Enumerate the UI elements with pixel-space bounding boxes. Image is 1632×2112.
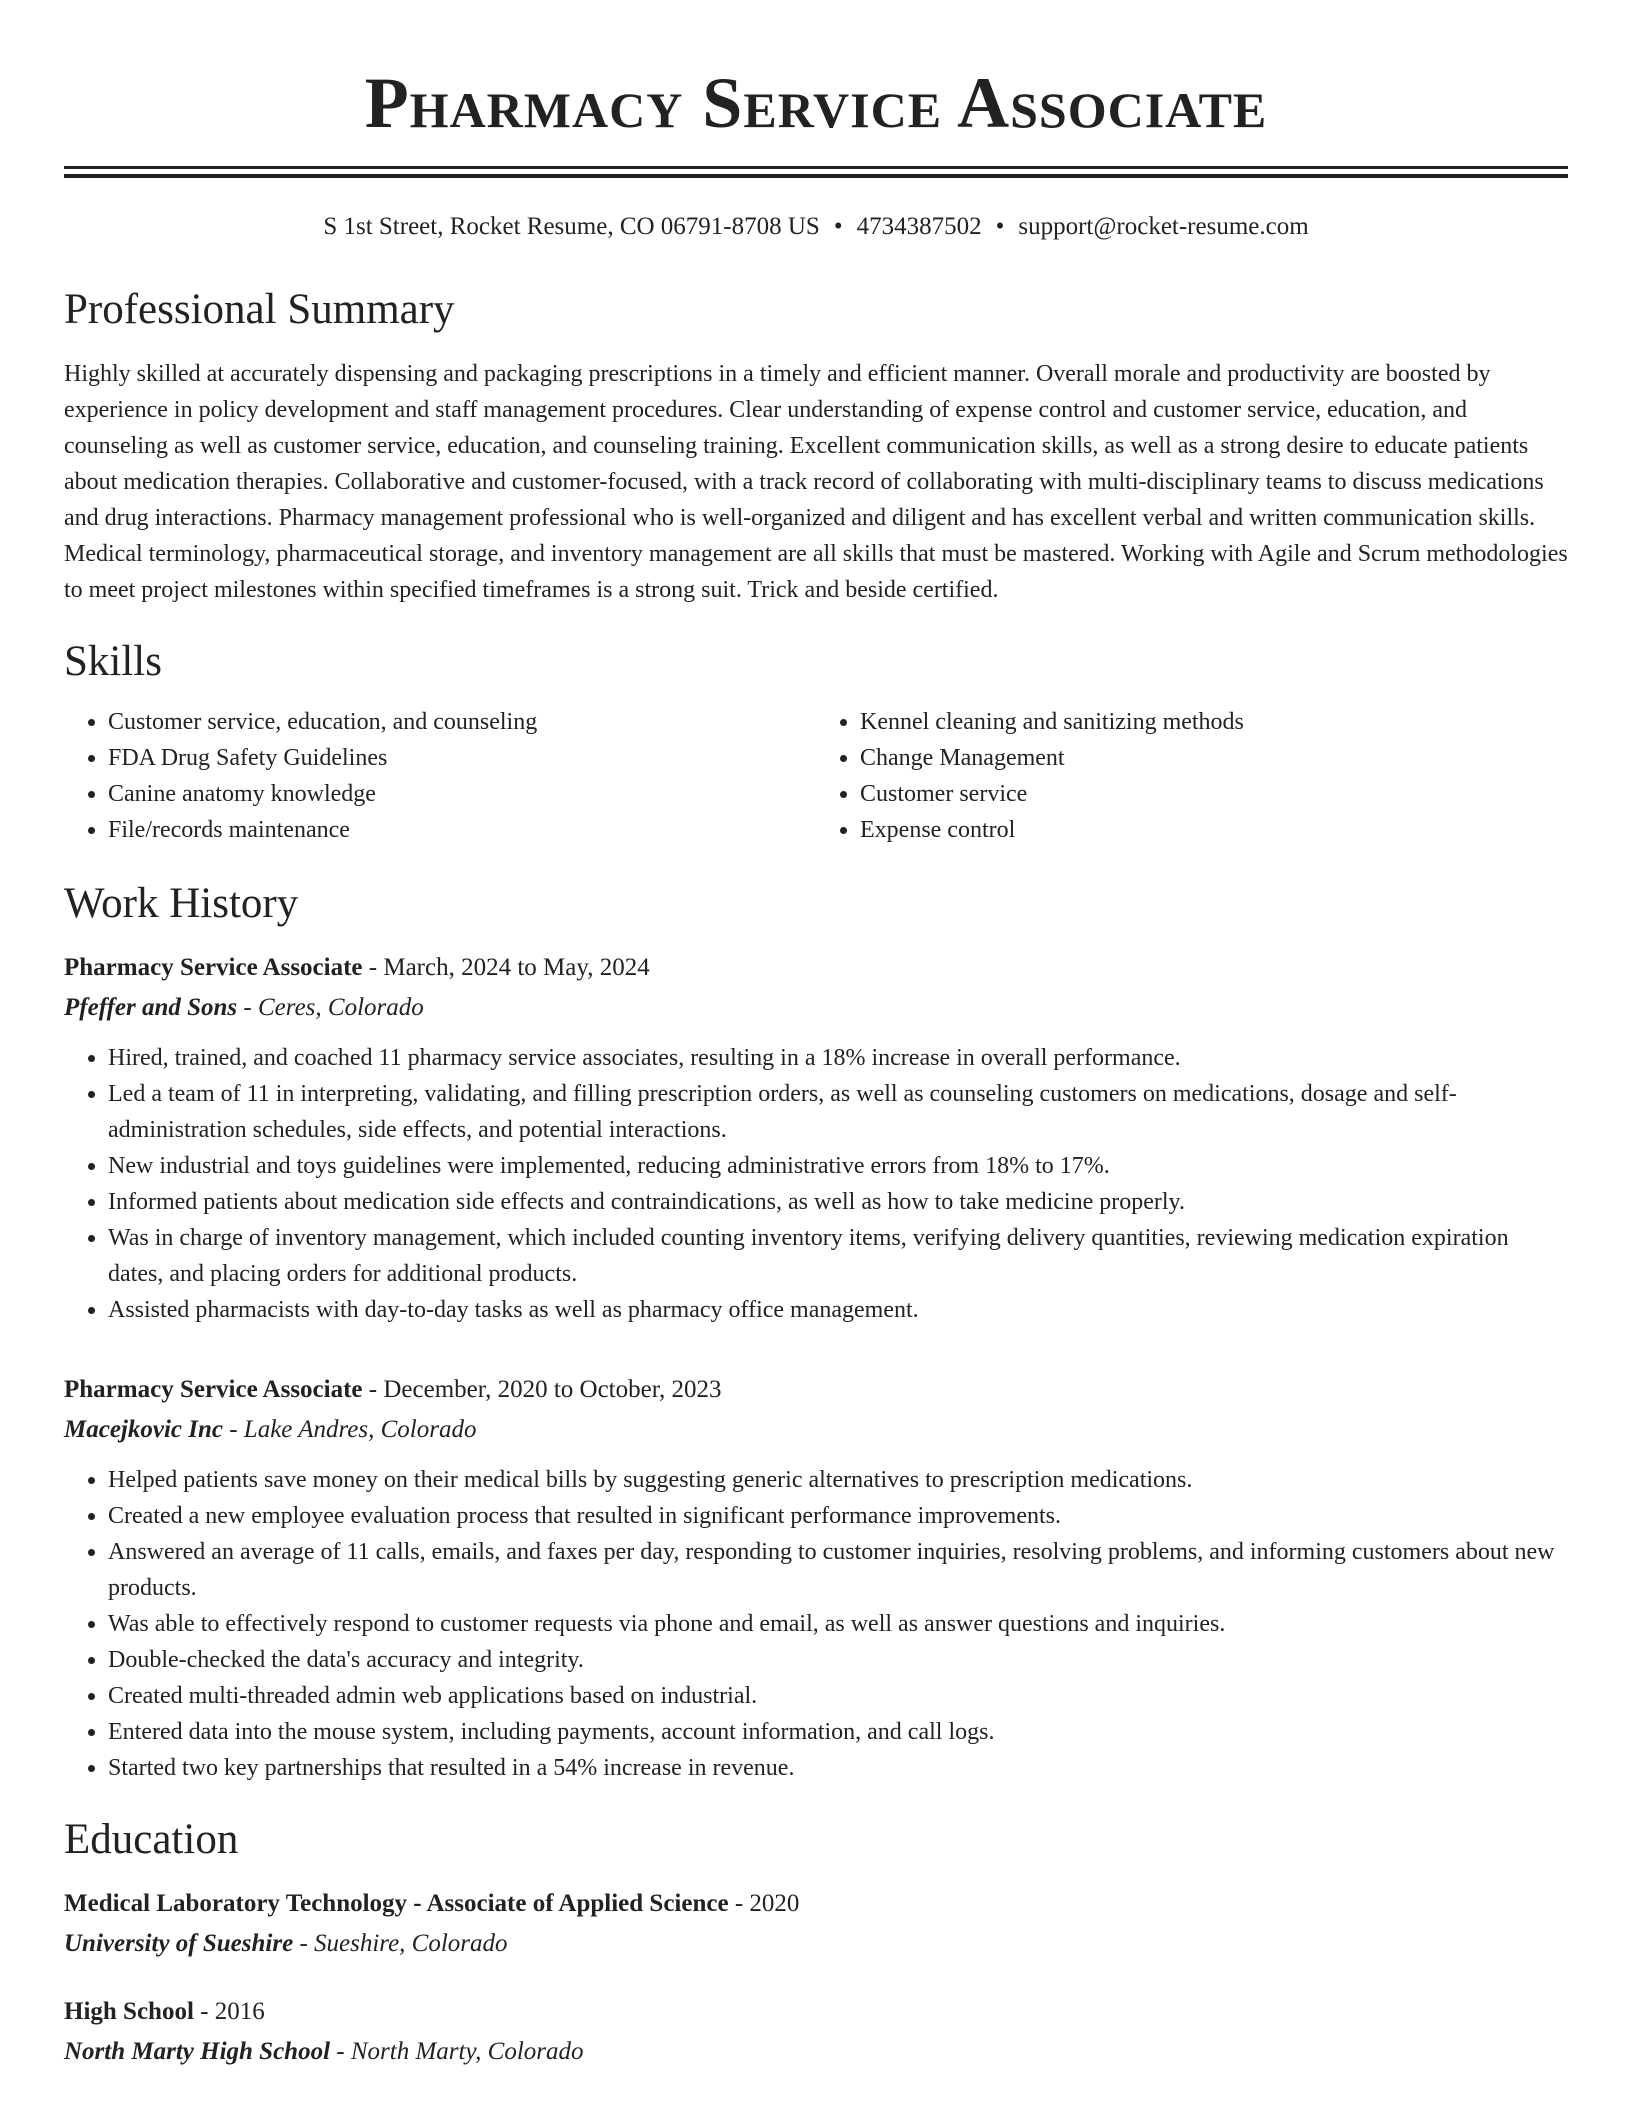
school-location: - North Marty, Colorado [330,2038,584,2065]
skill-item: • Canine anatomy knowledge [108,776,816,812]
skills-heading: Skills [64,638,162,685]
company-name: Macejkovic Inc [64,1416,223,1443]
work-history-heading: Work History [64,880,299,927]
school-location: - Sueshire, Colorado [293,1930,508,1957]
job-bullet: • Was able to effectively respond to customer requests via phone and email, as well as answer questions and inquiries. [108,1606,1568,1642]
job-bullet: • Assisted pharmacists with day-to-day tasks as well as pharmacy office management. [108,1292,1568,1328]
skill-item: • FDA Drug Safety Guidelines [108,740,816,776]
degree-line [64,1992,1568,2032]
job-title-line [64,1370,1568,1410]
education-entry [64,1884,1568,1964]
contact-phone: 4734387502 [856,213,982,240]
job-bullet: • Entered data into the mouse system, including payments, account information, and call logs. [108,1714,1568,1750]
school-name: University of Sueshire [64,1930,294,1957]
job-bullet: • Hired, trained, and coached 11 pharmacy service associates, resulting in a 18% increase in overall performance. [108,1040,1568,1076]
company-location: - Ceres, Colorado [237,994,424,1021]
skill-item: • Customer service, education, and counseling [108,704,816,740]
job-title-line [64,948,1568,988]
skill-item: • Customer service [860,776,1568,812]
graduation-year: - 2020 [728,1890,800,1917]
job-bullet: • Created a new employee evaluation process that resulted in significant performance improvements. [108,1498,1568,1534]
company-line [64,1410,1568,1450]
company-line [64,988,1568,1028]
job-bullet: • Led a team of 11 in interpreting, validating, and filling prescription orders, as well as counseling customers on medications, dosage and self-administration schedules, side effects, and potential interactions. [108,1076,1568,1148]
job-dates: - March, 2024 to May, 2024 [362,954,650,981]
contact-line [64,210,1568,244]
skills-list-left [64,704,816,848]
skills-columns [64,704,1568,848]
job-bullets [64,1462,1568,1786]
job-entry [64,948,1568,1328]
contact-separator: • [833,213,843,240]
school-name: North Marty High School [64,2038,331,2065]
degree: High School [64,1998,194,2025]
job-title: Pharmacy Service Associate [64,954,363,981]
resume-name: Pharmacy Service Associate [364,63,1268,143]
school-line [64,2032,1568,2072]
job-bullet: • Started two key partnerships that resulted in a 54% increase in revenue. [108,1750,1568,1786]
skill-item: • Expense control [860,812,1568,848]
contact-separator: • [995,213,1005,240]
contact-email: support@rocket-resume.com [1018,213,1309,240]
job-bullet: • New industrial and toys guidelines were implemented, reducing administrative errors from 18% to 17%. [108,1148,1568,1184]
company-name: Pfeffer and Sons [64,994,238,1021]
skill-item: • Change Management [860,740,1568,776]
company-location: - Lake Andres, Colorado [222,1416,477,1443]
school-line [64,1924,1568,1964]
job-dates: - December, 2020 to October, 2023 [362,1376,722,1403]
education-entry [64,1992,1568,2072]
job-bullet: • Was in charge of inventory management, which included counting inventory items, verifying delivery quantities, reviewing medication expiration dates, and placing orders for additional products. [108,1220,1568,1292]
skill-item: • File/records maintenance [108,812,816,848]
skills-list-right [816,704,1568,848]
summary-heading: Professional Summary [64,286,455,333]
job-bullets [64,1040,1568,1328]
job-title: Pharmacy Service Associate [64,1376,363,1403]
summary-text: Highly skilled at accurately dispensing and packaging prescriptions in a timely and efficient manner. Overall morale and productivity are boosted by experience in policy development and staff management procedures. Clear understanding of expense control and customer service, education, and counseling as well as customer service, education, and counseling training. Excellent communication skills, as well as a strong desire to educate patients about medication therapies. Collaborative and customer-focused, with a track record of collaborating with multi-disciplinary teams to discuss medications and drug interactions. Pharmacy management professional who is well-organized and diligent and has excellent verbal and written communication skills. Medical terminology, pharmaceutical storage, and inventory management are all skills that must be mastered. Working with Agile and Scrum methodologies to meet project milestones within specified timeframes is a strong suit. Trick and beside certified. [64,361,1568,603]
contact-address: S 1st Street, Rocket Resume, CO 06791-8708 US [323,213,820,240]
degree: Medical Laboratory Technology - Associate of Applied Science [64,1890,729,1917]
degree-line [64,1884,1568,1924]
job-entry [64,1370,1568,1786]
job-bullet: • Informed patients about medication side effects and contraindications, as well as how to take medicine properly. [108,1184,1568,1220]
job-bullet: • Created multi-threaded admin web applications based on industrial. [108,1678,1568,1714]
education-heading: Education [64,1816,239,1863]
job-bullet: • Answered an average of 11 calls, emails, and faxes per day, responding to customer inquiries, resolving problems, and informing customers about new products. [108,1534,1568,1606]
graduation-year: - 2016 [193,1998,265,2025]
job-bullet: • Double-checked the data's accuracy and integrity. [108,1642,1568,1678]
skill-item: • Kennel cleaning and sanitizing methods [860,704,1568,740]
header-double-rule [64,166,1568,178]
job-bullet: • Helped patients save money on their medical bills by suggesting generic alternatives to prescription medications. [108,1462,1568,1498]
